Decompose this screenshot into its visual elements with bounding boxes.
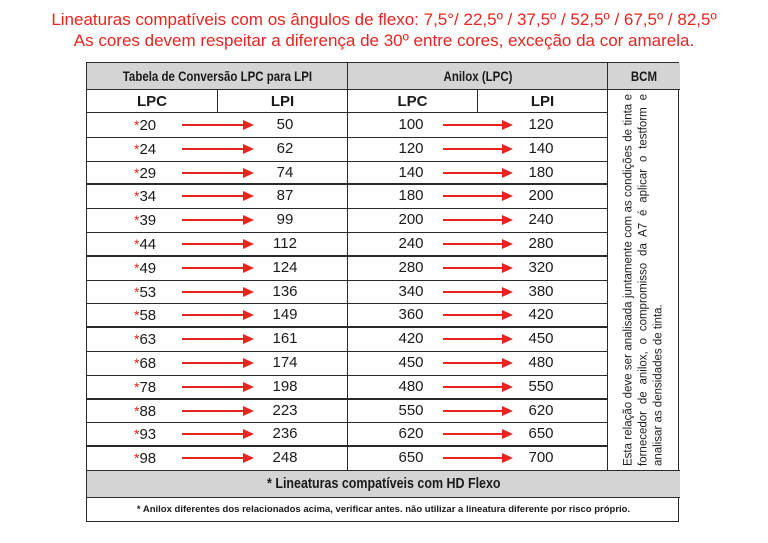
bcm-note-cell [608, 90, 680, 470]
hd-flexo-star: * [134, 140, 140, 157]
lpc-value [134, 164, 156, 183]
lpc-number: 88 [139, 402, 157, 420]
col-lpc: LPC [137, 92, 167, 110]
lpc-value [134, 187, 156, 206]
row-divider [87, 303, 607, 304]
anilox-lpi-value: 280 [528, 234, 554, 252]
arrow-icon [443, 381, 513, 393]
lpi-value: 223 [272, 401, 298, 419]
row-divider [87, 137, 607, 138]
row-divider [87, 255, 607, 257]
arrow-icon [443, 119, 513, 131]
hd-flexo-star: * [134, 235, 140, 252]
lpc-value [134, 116, 156, 135]
arrow-icon [443, 190, 513, 202]
anilox-lpc-value: 100 [398, 115, 424, 133]
heading-colors: As cores devem respeitar a diferença de 30º entre cores, exceção da cor amarela. [73, 31, 695, 50]
anilox-lpi-value: 200 [528, 187, 554, 205]
lpc-value [134, 235, 156, 254]
lpc-value [134, 354, 156, 373]
lpc-number: 34 [139, 188, 157, 206]
lpi-value: 112 [273, 234, 297, 252]
anilox-lpi-value: 240 [528, 211, 554, 229]
arrow-icon [182, 381, 254, 393]
anilox-lpi-value: 700 [528, 449, 554, 467]
lpc-value [134, 283, 156, 302]
hd-flexo-star: * [134, 283, 140, 300]
hd-flexo-star: * [134, 212, 140, 229]
row-divider [87, 326, 607, 328]
lpc-number: 93 [139, 426, 157, 444]
arrow-icon [182, 167, 254, 179]
anilox-lpi-value: 420 [528, 306, 554, 324]
arrow-icon [182, 143, 254, 155]
anilox-lpc-value: 180 [398, 187, 424, 205]
anilox-lpi-value: 180 [528, 163, 554, 181]
anilox-lpc-value: 550 [398, 401, 424, 419]
lpc-number: 24 [139, 140, 157, 158]
arrow-icon [182, 333, 254, 345]
row-divider [87, 161, 607, 162]
row-divider [87, 280, 607, 281]
lpc-number: 20 [139, 116, 157, 134]
hd-flexo-star: * [134, 164, 140, 181]
lpi-value: 161 [272, 330, 298, 348]
arrow-icon [443, 238, 513, 250]
arrow-icon [443, 286, 513, 298]
hd-flexo-star: * [134, 307, 140, 324]
anilox-lpi-value: 480 [528, 353, 554, 371]
row-divider [87, 375, 607, 376]
lpi-value: 149 [272, 306, 298, 324]
hd-flexo-star: * [134, 331, 140, 348]
arrow-icon [443, 214, 513, 226]
anilox-lpc-value: 200 [398, 211, 424, 229]
arrow-icon [443, 309, 513, 321]
lpi-value: 236 [272, 425, 298, 443]
lpc-value [134, 259, 156, 278]
anilox-lpc-value: 480 [398, 377, 424, 395]
arrow-icon [443, 333, 513, 345]
hd-flexo-note: * Lineaturas compatíveis com HD Flexo [87, 471, 680, 497]
arrow-icon [443, 452, 513, 464]
hd-flexo-star: * [134, 450, 140, 467]
anilox-lpc-value: 280 [398, 258, 424, 276]
hd-flexo-star: * [134, 116, 140, 133]
lpi-value: 174 [272, 353, 298, 371]
lpi-value: 87 [276, 187, 294, 205]
bcm-note: Esta relação deve ser analisada juntamente com as condições de tinta e fornecedor de anilox, o compromisso da A7 é aplicar o testform e analisar as densidades de tinta. [622, 94, 665, 466]
lpi-value: 74 [276, 163, 294, 181]
arrow-icon [182, 357, 254, 369]
anilox-lpc-value: 360 [398, 306, 424, 324]
anilox-lpi-value: 120 [528, 115, 554, 133]
anilox-lpc-value: 140 [398, 163, 424, 181]
heading-angles: Lineaturas compatíveis com os ângulos de flexo: 7,5°/ 22,5º / 37,5º / 52,5º / 67,5º / 82,5º [51, 10, 717, 29]
arrow-icon [443, 167, 513, 179]
lpi-value: 50 [276, 115, 294, 133]
anilox-lpc-value: 620 [398, 425, 424, 443]
col-anilox-lpi: LPI [530, 92, 555, 110]
lpi-value: 198 [272, 377, 298, 395]
anilox-lpi-value: 380 [528, 282, 554, 300]
arrow-icon [182, 309, 254, 321]
arrow-icon [182, 262, 254, 274]
anilox-lpc-value: 450 [398, 353, 424, 371]
lpc-number: 68 [139, 354, 157, 372]
lpc-value [134, 330, 156, 349]
hd-flexo-star: * [134, 378, 140, 395]
anilox-lpi-value: 450 [528, 330, 554, 348]
conversion-title: Tabela de Conversão LPC para LPI [87, 63, 347, 89]
lpc-number: 49 [139, 259, 157, 277]
arrow-icon [182, 405, 254, 417]
lpc-value [134, 425, 156, 444]
lpc-number: 44 [139, 235, 157, 253]
hd-flexo-star: * [134, 426, 140, 443]
arrow-icon [443, 428, 513, 440]
lpc-number: 78 [139, 378, 157, 396]
anilox-lpc-value: 240 [398, 234, 424, 252]
lpc-value [134, 306, 156, 325]
hd-flexo-star: * [134, 402, 140, 419]
lpc-number: 53 [139, 283, 157, 301]
row-divider [87, 398, 607, 400]
arrow-icon [443, 143, 513, 155]
lpi-value: 136 [272, 282, 298, 300]
row-divider [87, 183, 607, 185]
arrow-icon [182, 428, 254, 440]
arrow-icon [182, 214, 254, 226]
anilox-lpi-value: 320 [528, 258, 554, 276]
lpc-number: 29 [139, 164, 157, 182]
lpc-number: 98 [139, 450, 157, 468]
anilox-lpc-value: 420 [398, 330, 424, 348]
anilox-lpi-value: 620 [528, 401, 554, 419]
lpc-value [134, 140, 156, 159]
lpc-value [134, 378, 156, 397]
arrow-icon [443, 262, 513, 274]
row-divider [87, 445, 607, 447]
lpc-number: 63 [139, 331, 157, 349]
arrow-icon [443, 405, 513, 417]
col-lpi: LPI [270, 92, 295, 110]
row-divider [87, 232, 607, 233]
hd-flexo-star: * [134, 188, 140, 205]
arrow-icon [182, 452, 254, 464]
row-divider [87, 208, 607, 209]
arrow-icon [182, 286, 254, 298]
anilox-lpc-value: 340 [398, 282, 424, 300]
hd-flexo-star: * [134, 259, 140, 276]
lpi-value: 62 [276, 139, 294, 157]
anilox-lpi-value: 650 [528, 425, 554, 443]
lpi-value: 248 [272, 449, 298, 467]
lpc-value [134, 402, 156, 421]
anilox-lpi-value: 140 [528, 139, 554, 157]
arrow-icon [182, 119, 254, 131]
lpc-value [134, 449, 156, 468]
arrow-icon [443, 357, 513, 369]
anilox-lpc-value: 120 [398, 139, 424, 157]
arrow-icon [182, 190, 254, 202]
anilox-warning: * Anilox diferentes dos relacionados acima, verificar antes. não utilizar a lineatura diferente por risco próprio. [136, 504, 631, 515]
anilox-lpc-value: 650 [398, 449, 424, 467]
arrow-icon [182, 238, 254, 250]
lpc-value [134, 211, 156, 230]
bcm-title: BCM [608, 63, 680, 89]
lpi-value: 124 [272, 258, 298, 276]
anilox-lpi-value: 550 [528, 377, 554, 395]
anilox-title: Anilox (LPC) [348, 63, 607, 89]
conversion-table [86, 62, 679, 522]
lpi-value: 99 [276, 211, 294, 229]
col-anilox-lpc: LPC [397, 92, 428, 110]
hd-flexo-star: * [134, 354, 140, 371]
lpc-number: 58 [139, 307, 157, 325]
row-divider [87, 351, 607, 352]
row-divider [87, 422, 607, 423]
lpc-number: 39 [139, 212, 157, 230]
